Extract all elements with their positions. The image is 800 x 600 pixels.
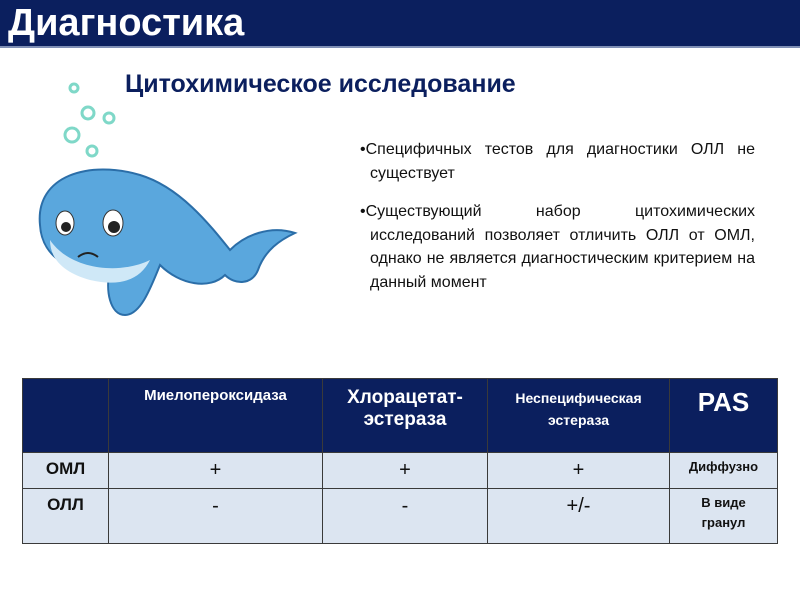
table-cell: В виде гранул <box>670 489 778 544</box>
row-label: ОМЛ <box>23 453 109 489</box>
cytochemistry-table <box>22 378 778 544</box>
sad-whale-illustration <box>30 75 300 325</box>
table-cell: + <box>323 453 488 489</box>
table-cell: + <box>488 453 670 489</box>
table-cell: + <box>109 453 323 489</box>
bullet-item: •Существующий набор цитохимических исследований позволяет отличить ОЛЛ от ОМЛ, однако не является диагностическим критерием на данный момент <box>360 203 755 291</box>
subtitle: Цитохимическое исследование <box>125 70 516 98</box>
page-title: Диагностика <box>8 2 245 44</box>
table-header-cell: PAS <box>670 379 778 453</box>
bullet-list <box>360 138 755 309</box>
row-label: ОЛЛ <box>23 489 109 544</box>
table-cell: +/- <box>488 489 670 544</box>
table-header-row <box>23 379 778 453</box>
table-header-cell: Неспецифическая эстераза <box>488 379 670 453</box>
table-header-cell: Хлорацетат-эстераза <box>323 379 488 453</box>
table-cell: - <box>323 489 488 544</box>
table-header-cell: Миелопероксидаза <box>109 379 323 453</box>
table-cell: Диффузно <box>670 453 778 489</box>
table-cell: - <box>109 489 323 544</box>
table-row <box>23 489 778 544</box>
bullet-item: •Специфичных тестов для диагностики ОЛЛ не существует <box>360 141 755 182</box>
table-row <box>23 453 778 489</box>
header-bar <box>0 0 800 48</box>
table-header-cell <box>23 379 109 453</box>
